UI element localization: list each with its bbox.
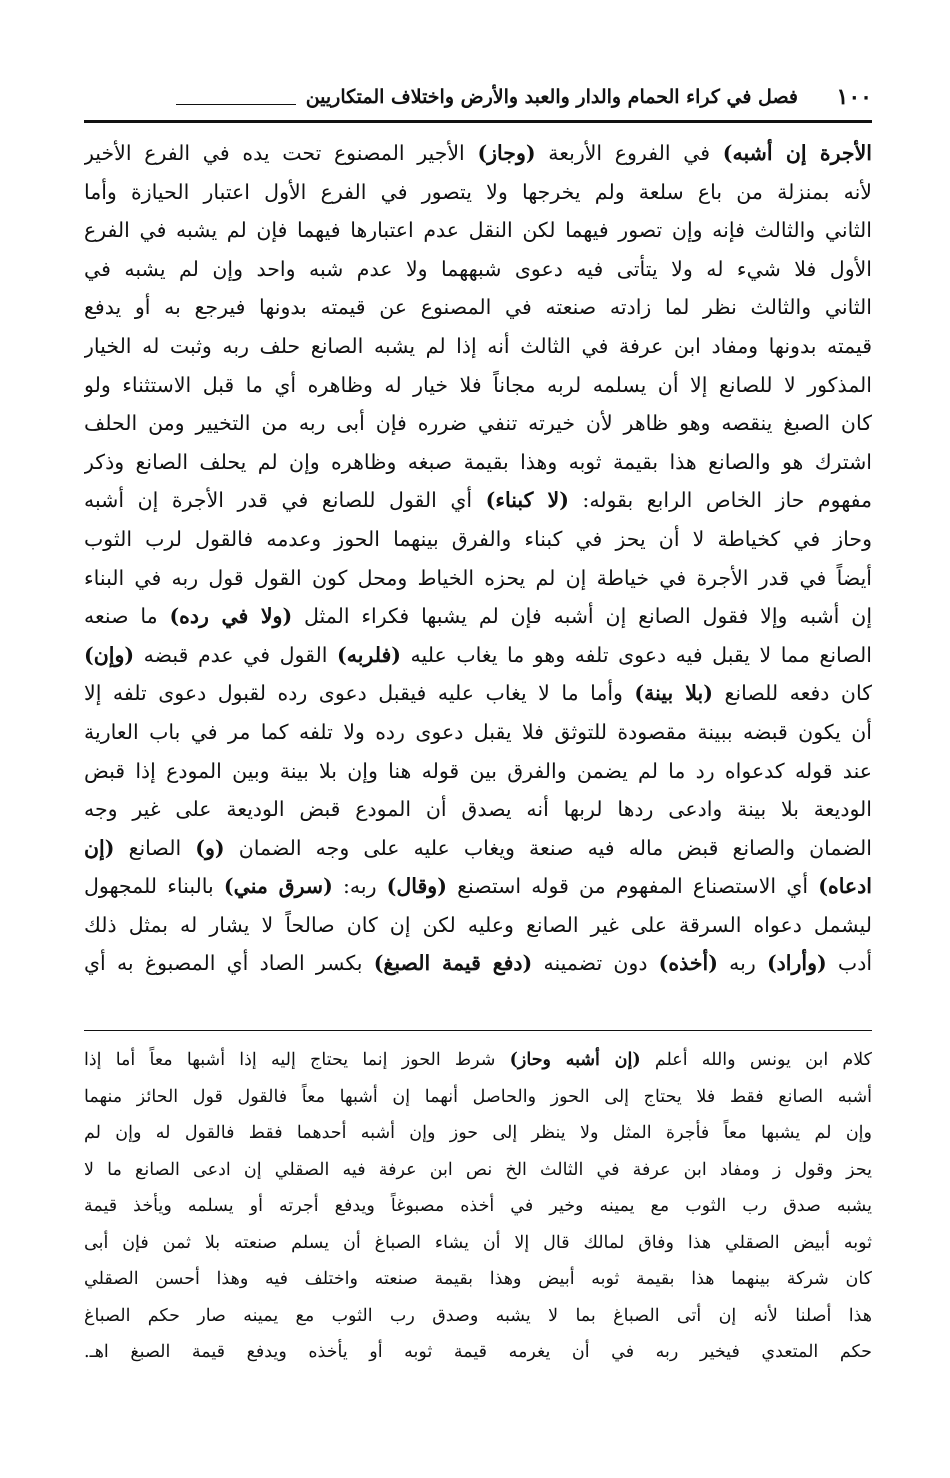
bold-matn-text: (إن أشبه وحاز) xyxy=(509,1050,641,1070)
text-segment: ربه: xyxy=(332,874,387,899)
text-segment: كلام ابن يونس والله أعلم xyxy=(640,1050,872,1070)
footnote-line xyxy=(84,1334,872,1371)
text-segment: أي القول للصانع في قدر الأجرة إن أشبه xyxy=(84,488,486,513)
text-segment: ليشمل دعواه السرقة على غير الصانع وعليه لكن إن كان صالحاً لا يشار له بمثل ذلك xyxy=(84,912,872,937)
text-segment: أي الاستصناع المفهوم من قوله استصنع xyxy=(446,874,819,899)
text-line xyxy=(84,134,872,173)
text-segment: يحز وقول ز ومفاد ابن عرفة في الثالث الخ نص ابن عرفة فيه الصقلي إن ادعى الصانع ما لا xyxy=(84,1159,872,1180)
text-line xyxy=(84,481,872,520)
text-line xyxy=(84,559,872,598)
text-line xyxy=(84,288,872,327)
bold-matn-text: (وإن) xyxy=(84,642,135,667)
footnote-line xyxy=(84,1079,872,1116)
text-segment: الثاني والثالث فإنه وإن تصور فيهما لكن النقل عدم اعتبارها فيهما فإن لم يشبه في الفرع xyxy=(84,218,872,243)
text-line xyxy=(84,674,872,713)
text-line xyxy=(84,173,872,212)
text-line xyxy=(84,636,872,675)
text-line xyxy=(84,250,872,289)
footnote-line xyxy=(84,1261,872,1298)
header-rule xyxy=(84,120,872,123)
text-segment: حكم المتعدي فيخير ربه في أن يغرمه قيمة ثوبه أو يأخذه ويدفع قيمة الصبغ اهـ. xyxy=(84,1342,872,1362)
footnote-line xyxy=(84,1152,872,1189)
text-segment: الصانع مما لا يقبل فيه دعوى تلفه وهو ما يغاب عليه xyxy=(401,642,872,667)
text-segment: شرط الحوز إنما يحتاج إليه إذا أشبها معاً أما إذا xyxy=(84,1050,510,1070)
text-segment: الوديعة بلا بينة وادعى ردها لربها أنه يصدق أن المودع قبض الوديعة على غير وجه xyxy=(84,797,872,822)
text-line xyxy=(84,752,872,791)
text-line xyxy=(84,404,872,443)
bold-matn-text: (لا كبناء) xyxy=(485,488,569,513)
page-header xyxy=(84,84,872,118)
text-segment: كان الصبغ ينقصه وهو ظاهر لأن خيرته تنفي ضرره فإن أبى ربه من التخيير ومن الحلف xyxy=(84,411,872,436)
text-line xyxy=(84,597,872,636)
text-segment: كان دفعه للصانع xyxy=(712,681,872,706)
text-segment: بكسر الصاد أي المصبوغ به أي xyxy=(84,951,374,976)
bold-matn-text: (فلربه) xyxy=(337,642,401,667)
text-segment: أن يكون قبضه ببينة مقصودة للتوثق فلا يقبل دعوى رده ولا تلفه كما مر في باب العارية xyxy=(84,719,872,744)
running-title-text: فصل في كراء الحمام والدار والعبد والأرض واختلاف المتكاريين xyxy=(305,86,798,108)
text-segment: أشبه الصانع فقط فلا يحتاج إلى الحوز والحاصل أنهما إن أشبها معاً فالقول قول الحائز منهما xyxy=(84,1086,872,1107)
text-line xyxy=(84,443,872,482)
text-segment: وحاز في كخياطة لا أن يحز في كبناء والفرق بينهما الحوز وعدمه فالقول لرب الثوب xyxy=(84,526,872,551)
bold-matn-text: (سرق مني) xyxy=(223,874,333,899)
text-segment: الأجير المصنوع تحت يده في الفرع الأخير xyxy=(84,141,478,165)
text-segment: الصانع xyxy=(114,835,196,860)
text-line xyxy=(84,713,872,752)
footnote-line xyxy=(84,1042,872,1079)
title-dash xyxy=(176,104,296,105)
text-segment: دون تضمينه xyxy=(532,951,659,976)
text-segment: إن أشبه وإلا فقول الصانع إن أشبه فإن لم يشبها فكراء المثل xyxy=(292,604,872,629)
bold-matn-text: (أخذه) xyxy=(658,951,718,976)
bold-matn-text: (دفع قيمة الصبغ) xyxy=(373,951,533,976)
bold-matn-text: الأجرة إن أشبه) xyxy=(722,141,872,165)
text-segment: لأنه بمنزلة من باع سلعة ولم يخرجها ولا يتصور في الفرع الأول اعتبار الحيازة وأما xyxy=(84,179,872,204)
bold-matn-text: (إن xyxy=(84,835,115,860)
footnote-line xyxy=(84,1188,872,1225)
text-segment: أدب xyxy=(826,951,872,976)
text-line xyxy=(84,944,872,983)
text-segment: هذا أصلنا لأنه إن أتى الصباغ بما لا يشبه وصدق رب الثوب مع يمينه صار حكم الصباغ xyxy=(84,1305,872,1326)
bold-matn-text: (بلا بينة) xyxy=(634,681,713,706)
running-title xyxy=(176,86,798,108)
text-segment: كان شركة بينهما هذا بقيمة ثوبه أبيض وهذا بقيمة صنعته واختلف فيه وهذا أحسن الصقلي xyxy=(84,1269,872,1289)
text-segment: ما صنعه xyxy=(84,604,170,629)
text-line xyxy=(84,211,872,250)
text-segment: وإن لم يشبها معاً فأجرة المثل ولا ينظر إلى حوز وإن أشبه أحدهما فقط فالقول له وإن لم xyxy=(84,1123,872,1143)
text-segment: مفهوم حاز الخاص الرابع بقوله: xyxy=(568,488,872,513)
text-segment: القول في عدم قبضه xyxy=(134,642,337,667)
text-segment: قيمته بدونها ومفاد ابن عرفة في الثالث أنه إذا لم يشبه الصانع حلف ربه وثبت له الخيار xyxy=(84,333,872,358)
bold-matn-text: (وقال) xyxy=(386,874,447,899)
bold-matn-text: ادعاه) xyxy=(818,874,872,899)
footnote-separator xyxy=(84,1030,872,1031)
bold-matn-text: (وأراد) xyxy=(766,951,827,976)
text-segment: يشبه صدق رب الثوب مع يمينه وخير في أخذه مصبوغاً ويدفع أجرته أو يسلمه ويأخذ قيمة xyxy=(84,1196,872,1216)
text-line xyxy=(84,327,872,366)
text-segment: وأما ما لا يغاب عليه فيقبل دعوى رده لقبول دعوى تلفه إلا xyxy=(84,681,635,706)
text-segment: في الفروع الأربعة xyxy=(535,141,723,165)
page-number: ١٠٠ xyxy=(836,84,872,110)
footnote-line xyxy=(84,1225,872,1262)
text-segment: بالبناء للمجهول xyxy=(84,874,224,899)
text-segment: ثوبه أبيض الصقلي هذا وفاق لمالك قال إلا أن يشاء الصباغ أن يسلم صنعته بلا ثمن فإن أبى xyxy=(84,1232,872,1253)
text-segment: ربه xyxy=(717,951,767,976)
text-line xyxy=(84,829,872,868)
text-segment: عند قوله كدعواه رد ما لم يضمن والفرق بين قوله هنا وإن بلا بينة وبين المودع إذا قبض xyxy=(84,758,872,783)
text-segment: الثاني والثالث نظر لما زادته صنعته في المصنوع عن قيمته بدونها فيرجع به أو يدفع xyxy=(84,295,872,320)
text-segment: أيضاً في قدر الأجرة في خياطة إن لم يحزه الخياط ومحل كون القول قول ربه في البناء xyxy=(84,565,872,590)
main-text xyxy=(84,134,872,983)
text-line xyxy=(84,366,872,405)
text-line xyxy=(84,867,872,906)
footnotes xyxy=(84,1042,872,1371)
text-segment: الأول فلا شيء له ولا يتأتى فيه دعوى شبههما ولا عدم شبه واحد وإن لم يشبه في xyxy=(84,256,872,281)
text-segment: الضمان والصانع قبض ماله فيه صنعة ويغاب عليه على وجه الضمان xyxy=(224,835,872,860)
bold-matn-text: (ولا في رده) xyxy=(169,604,293,629)
text-line xyxy=(84,906,872,945)
text-segment: المذكور لا للصانع إلا أن يسلمه لربه مجاناً فلا خيار له وظاهره أي ما قبل الاستثناء ولو xyxy=(84,372,872,397)
text-line xyxy=(84,520,872,559)
bold-matn-text: (و) xyxy=(195,835,225,860)
footnote-line xyxy=(84,1115,872,1152)
text-line xyxy=(84,790,872,829)
bold-matn-text: (وجاز) xyxy=(477,141,536,165)
text-segment: اشترك هو والصانع هذا بقيمة ثوبه وهذا بقيمة صبغه وظاهره وإن لم يحلف الصانع وذكر xyxy=(84,449,872,474)
footnote-line xyxy=(84,1298,872,1335)
